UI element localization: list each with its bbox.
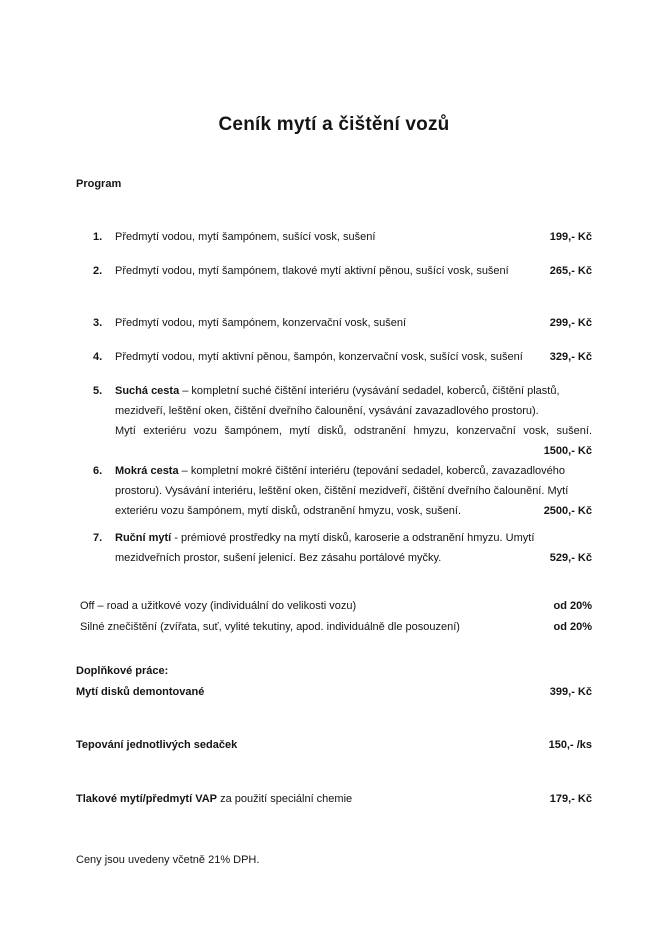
item-number: 7. <box>93 532 103 544</box>
item-line: Mytí exteriéru vozu šampónem, mytí disků, odstranění hmyzu, konzervační vosk, sušení. <box>115 425 592 437</box>
item-text: Předmytí vodou, mytí šampónem, sušící vosk, sušení <box>115 231 376 243</box>
extra-text <box>76 789 352 810</box>
surcharge-price: od 20% <box>553 600 592 612</box>
item-number: 1. <box>93 231 103 243</box>
item-text-rest: – kompletní mokré čištění interiéru (tepování sedadel, koberců, zavazadlového <box>178 465 566 477</box>
item-price: 1500,- Kč <box>543 445 592 457</box>
price-list-item-4 <box>76 347 592 368</box>
extra-text: Mytí disků demontované <box>76 686 205 698</box>
extra-lead: Tlakové mytí/předmytí VAP <box>76 793 218 805</box>
item-text <box>115 461 592 481</box>
price-list-item-1 <box>76 227 592 248</box>
item-price: 2500,- Kč <box>543 505 592 517</box>
vat-note: Ceny jsou uvedeny včetně 21% DPH. <box>76 854 260 866</box>
program-heading: Program <box>76 178 122 190</box>
surcharge-text: Off – road a užitkové vozy (individuální do velikosti vozu) <box>80 600 357 612</box>
item-line: mezidveří, leštění oken, čištění dveřního čalounění, vysávání zavazadlového prostoru). <box>115 405 539 417</box>
surcharge-price: od 20% <box>553 621 592 633</box>
item-price: 299,- Kč <box>549 317 592 329</box>
item-lead: Mokrá cesta <box>115 465 179 477</box>
item-line <box>76 528 592 548</box>
extra-price: 179,- Kč <box>549 793 592 805</box>
extra-price: 150,- /ks <box>548 739 592 751</box>
item-number: 3. <box>93 317 103 329</box>
item-line <box>115 548 592 568</box>
price-list-item-6 <box>76 461 592 521</box>
item-text <box>115 528 592 548</box>
item-text: mezidveřních prostor, sušení jelenicí. Bez zásahu portálové myčky. <box>115 552 442 564</box>
item-text: exteriéru vozu šampónem, mytí disků, odstranění hmyzu, vosk, sušení. <box>115 505 462 517</box>
extras-heading: Doplňkové práce: <box>76 665 169 677</box>
item-line <box>76 381 592 401</box>
item-line <box>76 461 592 481</box>
page-title: Ceník mytí a čištění vozů <box>218 114 450 135</box>
extra-price: 399,- Kč <box>549 686 592 698</box>
price-list-item-5 <box>76 381 592 461</box>
extra-text-rest: za použití speciální chemie <box>217 793 353 805</box>
item-price: 329,- Kč <box>549 351 592 363</box>
item-line: prostoru). Vysávání interiéru, leštění oken, čištění mezidveří, čištění dveřního čalounění. Mytí <box>115 485 569 497</box>
item-lead: Suchá cesta <box>115 385 180 397</box>
extra-text: Tepování jednotlivých sedaček <box>76 739 238 751</box>
item-number: 2. <box>93 265 103 277</box>
surcharge-row-soiling <box>76 617 592 638</box>
price-list-item-2 <box>76 261 592 282</box>
price-list-item-7 <box>76 528 592 568</box>
extra-row-vap <box>76 789 592 810</box>
extra-row-rims <box>76 682 592 703</box>
item-number: 6. <box>93 465 103 477</box>
item-text-rest: - prémiové prostředky na mytí disků, karoserie a odstranění hmyzu. Umytí <box>171 532 535 544</box>
item-price: 529,- Kč <box>549 552 592 564</box>
item-number: 5. <box>93 385 103 397</box>
price-list-item-3 <box>76 313 592 334</box>
item-text <box>115 381 592 401</box>
extra-row-seats <box>76 735 592 756</box>
item-text: Předmytí vodou, mytí šampónem, tlakové mytí aktivní pěnou, sušící vosk, sušení <box>115 265 509 277</box>
surcharge-text: Silné znečištění (zvířata, suť, vylité tekutiny, apod. individuálně dle posouzení) <box>80 621 460 633</box>
item-text-rest: – kompletní suché čištění interiéru (vysávání sedadel, koberců, čištění plastů, <box>179 385 560 397</box>
item-number: 4. <box>93 351 103 363</box>
surcharge-row-offroad <box>76 596 592 617</box>
item-lead: Ruční mytí <box>115 532 172 544</box>
item-line <box>115 501 592 521</box>
item-price: 265,- Kč <box>549 265 592 277</box>
item-price: 199,- Kč <box>549 231 592 243</box>
item-text: Předmytí vodou, mytí šampónem, konzervační vosk, sušení <box>115 317 407 329</box>
item-text: Předmytí vodou, mytí aktivní pěnou, šampón, konzervační vosk, sušící vosk, sušení <box>115 351 523 363</box>
